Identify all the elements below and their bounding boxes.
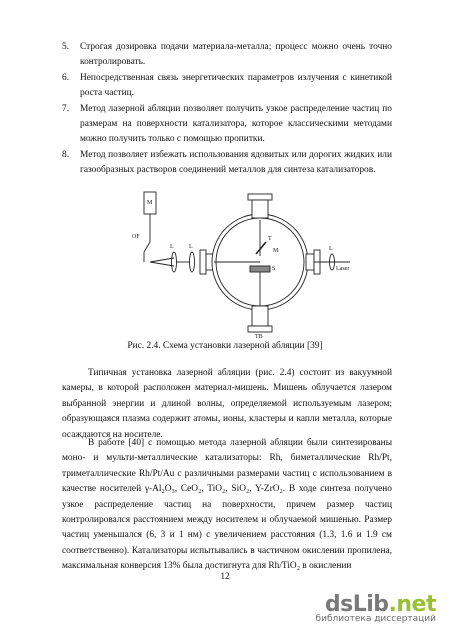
numbered-list [62, 40, 392, 179]
list-item [62, 71, 392, 102]
label-tb: TB [255, 334, 263, 340]
list-item [62, 148, 392, 179]
label-laser: Laser [336, 266, 350, 272]
laser-ablation-diagram [110, 190, 360, 340]
list-number: 5. [62, 42, 70, 52]
label-of: OF [132, 234, 140, 240]
label-l-right: L [329, 246, 333, 252]
list-text: Строгая дозировка подачи материала-металла; процесс можно очень точно контролировать. [80, 42, 392, 68]
target-support [250, 266, 270, 272]
label-l-left: L [170, 244, 174, 250]
list-number: 6. [62, 72, 70, 83]
watermark-subtitle: библиотека диссертаций [315, 614, 436, 624]
paragraph: Типичная установка лазерной абляции (рис. 2.4) состоит из вакуумной камеры, в которой расположен материал-мишень. Мишень облучается лазером выбранной энергии и длиной волны, определяемой используемым лазером; образующаяся плазма содержит атомы, ионы, кластеры и капли металла, которые осаждаются на носителе. [62, 368, 392, 440]
site-watermark [286, 592, 436, 624]
list-item [62, 102, 392, 148]
figure-caption: Рис. 2.4. Схема установки лазерной абляции [39] [127, 341, 323, 351]
watermark-logo: dsLib.net [324, 592, 436, 617]
list-text: Метод лазерной абляции позволяет получить узкое распределение частиц по размерам на поверхности катализатора, которое классическими методами можно получить только с помощью пропитки. [80, 103, 392, 145]
label-s: S [272, 266, 276, 272]
label-t: T [268, 236, 272, 242]
lens-left [172, 252, 177, 272]
label-l-mid: L [189, 244, 193, 250]
page-number: 12 [220, 572, 230, 582]
paragraph: В работе [40] с помощью метода лазерной абляции были синтезированы моно- и мульти-металлические катализаторы: Rh, биметаллические Rh/Pt, триметаллические Rh/Pt/Au с различными размерами частиц с использованием в качестве носителей γ-Al₂O₃, CeO₂, TiO₂, SiO₂, Y-ZrO₂. В ходе синтеза получено узкое распределение частиц на поверхности, причем размер частиц контролировался расстоянием между носителем и облучаемой мишенью. Размер частиц уменьшался (6, 3 и 1 нм) с увеличением расстояния (1.3, 1.6 и 1.9 см соответственно). Катализаторы испытывались в частичном окислении пропилена, максимальная конверсия 13% была достигнута для Rh/TiO₂ в окислении [62, 438, 392, 572]
list-number: 7. [62, 103, 70, 114]
lens-mid [190, 252, 195, 272]
optical-fiber [144, 234, 150, 252]
list-text: Метод позволяет избежать использования ядовитых или дорогих жидких или газообразных растворов соединений металлов для синтеза катализаторов. [80, 149, 392, 176]
list-item [62, 40, 392, 71]
label-m: M [147, 200, 153, 206]
label-m-inner: M [273, 248, 279, 254]
list-number: 8. [62, 149, 70, 160]
list-text: Непосредственная связь энергетических параметров излучения с кинетикой роста частиц. [80, 72, 392, 99]
